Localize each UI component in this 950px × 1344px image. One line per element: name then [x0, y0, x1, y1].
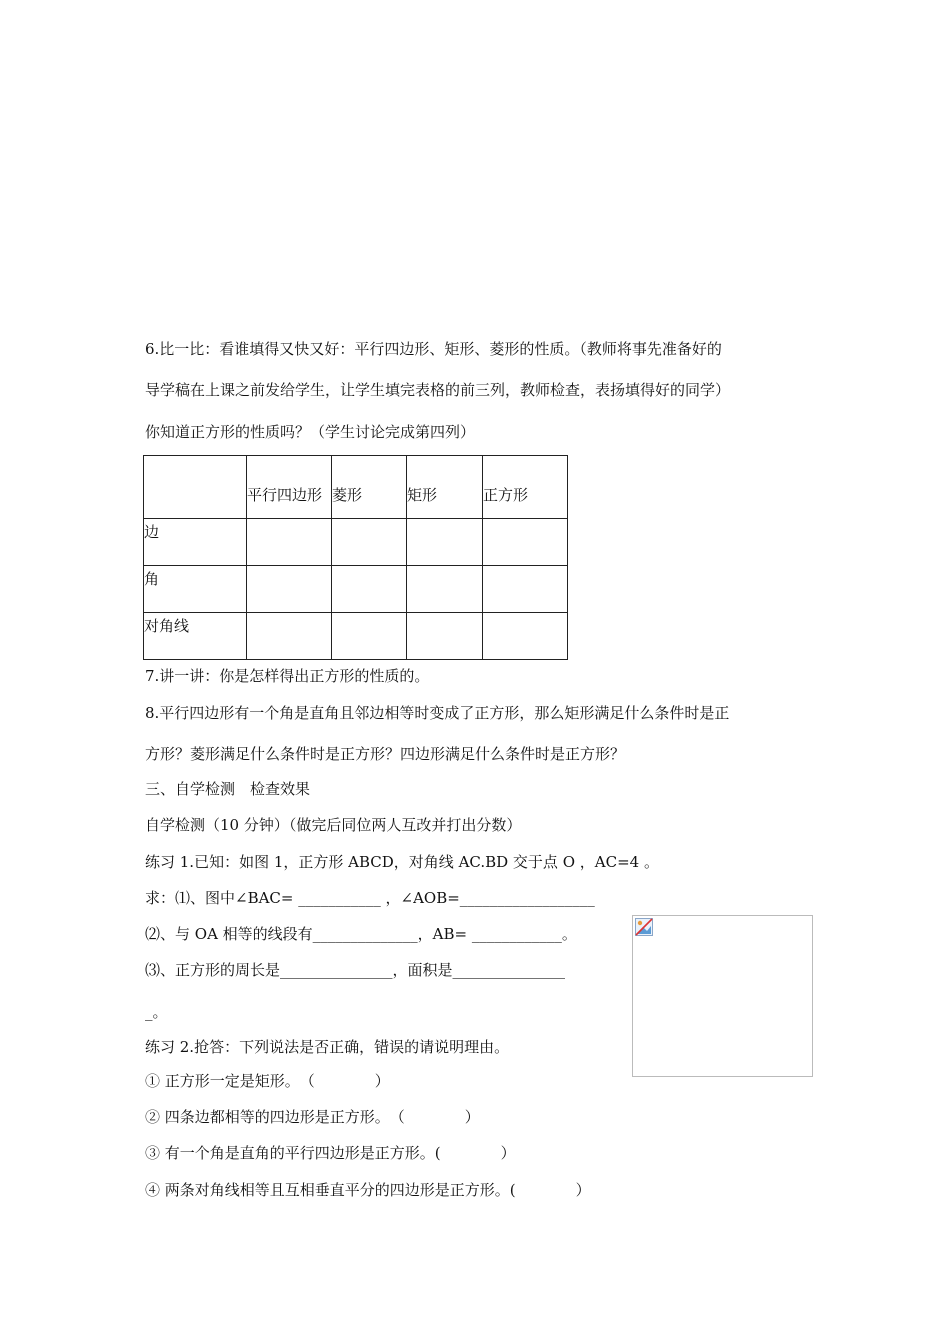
properties-table — [143, 455, 568, 660]
exercise-2: 练习 2.抢答：下列说法是否正确，错误的请说明理由。 — [145, 1038, 510, 1056]
table-cell[interactable] — [332, 613, 407, 660]
row-label-angles: 角 — [144, 566, 247, 613]
table-header-parallelogram: 平行四边形 — [247, 456, 332, 519]
text-line-8: 8.平行四边形有一个角是直角且邻边相等时变成了正方形，那么矩形满足什么条件时是正 — [145, 704, 730, 722]
table-header-rectangle: 矩形 — [407, 456, 483, 519]
table-cell[interactable] — [483, 519, 568, 566]
broken-image-icon — [635, 918, 653, 936]
exercise-2-item-3: ③ 有一个角是直角的平行四边形是正方形。( ） — [145, 1144, 516, 1162]
row-label-sides: 边 — [144, 519, 247, 566]
table-row — [144, 613, 568, 660]
exercise-2-item-4: ④ 两条对角线相等且互相垂直平分的四边形是正方形。( ） — [145, 1181, 591, 1199]
section-heading-self-test: 三、自学检测 检查效果 — [145, 780, 311, 798]
figure-1-placeholder — [632, 915, 813, 1077]
row-label-diagonals: 对角线 — [144, 613, 247, 660]
exercise-1-q1: 求：⑴、图中∠BAC= ___________ ，∠AOB=__________________ — [145, 889, 595, 907]
exercise-1-q3-cont: _。 — [145, 1003, 168, 1021]
table-row — [144, 519, 568, 566]
table-cell[interactable] — [247, 519, 332, 566]
exercise-1-q3: ⑶、正方形的周长是_______________，面积是_______________ — [145, 961, 566, 979]
table-cell[interactable] — [407, 613, 483, 660]
table-cell[interactable] — [247, 613, 332, 660]
table-cell[interactable] — [407, 519, 483, 566]
table-cell[interactable] — [407, 566, 483, 613]
table-header-rhombus: 菱形 — [332, 456, 407, 519]
text-line-self-test: 自学检测（10 分钟）（做完后同位两人互改并打出分数） — [145, 816, 522, 834]
table-cell[interactable] — [332, 566, 407, 613]
table-cell[interactable] — [483, 566, 568, 613]
table-cell[interactable] — [483, 613, 568, 660]
table-row — [144, 566, 568, 613]
text-line-6-cont: 导学稿在上课之前发给学生，让学生填完表格的前三列，教师检查，表扬填得好的同学） — [145, 381, 731, 399]
text-line-square-question: 你知道正方形的性质吗？（学生讨论完成第四列） — [145, 423, 476, 441]
exercise-2-item-1: ① 正方形一定是矩形。 （ ） — [145, 1072, 390, 1090]
exercise-2-item-2: ② 四条边都相等的四边形是正方形。 （ ） — [145, 1108, 480, 1126]
text-line-7: 7.讲一讲：你是怎样得出正方形的性质的。 — [145, 667, 430, 685]
text-line-8-cont: 方形？菱形满足什么条件时是正方形？四边形满足什么条件时是正方形？ — [145, 745, 626, 763]
text-line-6: 6.比一比：看谁填得又快又好：平行四边形、矩形、菱形的性质。（教师将事先准备好的 — [145, 340, 722, 358]
exercise-1-q2: ⑵、与 OA 相等的线段有______________，AB= ____________。 — [145, 925, 577, 943]
table-cell[interactable] — [247, 566, 332, 613]
table-cell[interactable] — [332, 519, 407, 566]
table-header-empty — [144, 456, 247, 519]
table-header-square: 正方形 — [483, 456, 568, 519]
exercise-1: 练习 1.已知：如图 1，正方形 ABCD，对角线 AC.BD 交于点 O ，AC=4 。 — [145, 853, 659, 871]
